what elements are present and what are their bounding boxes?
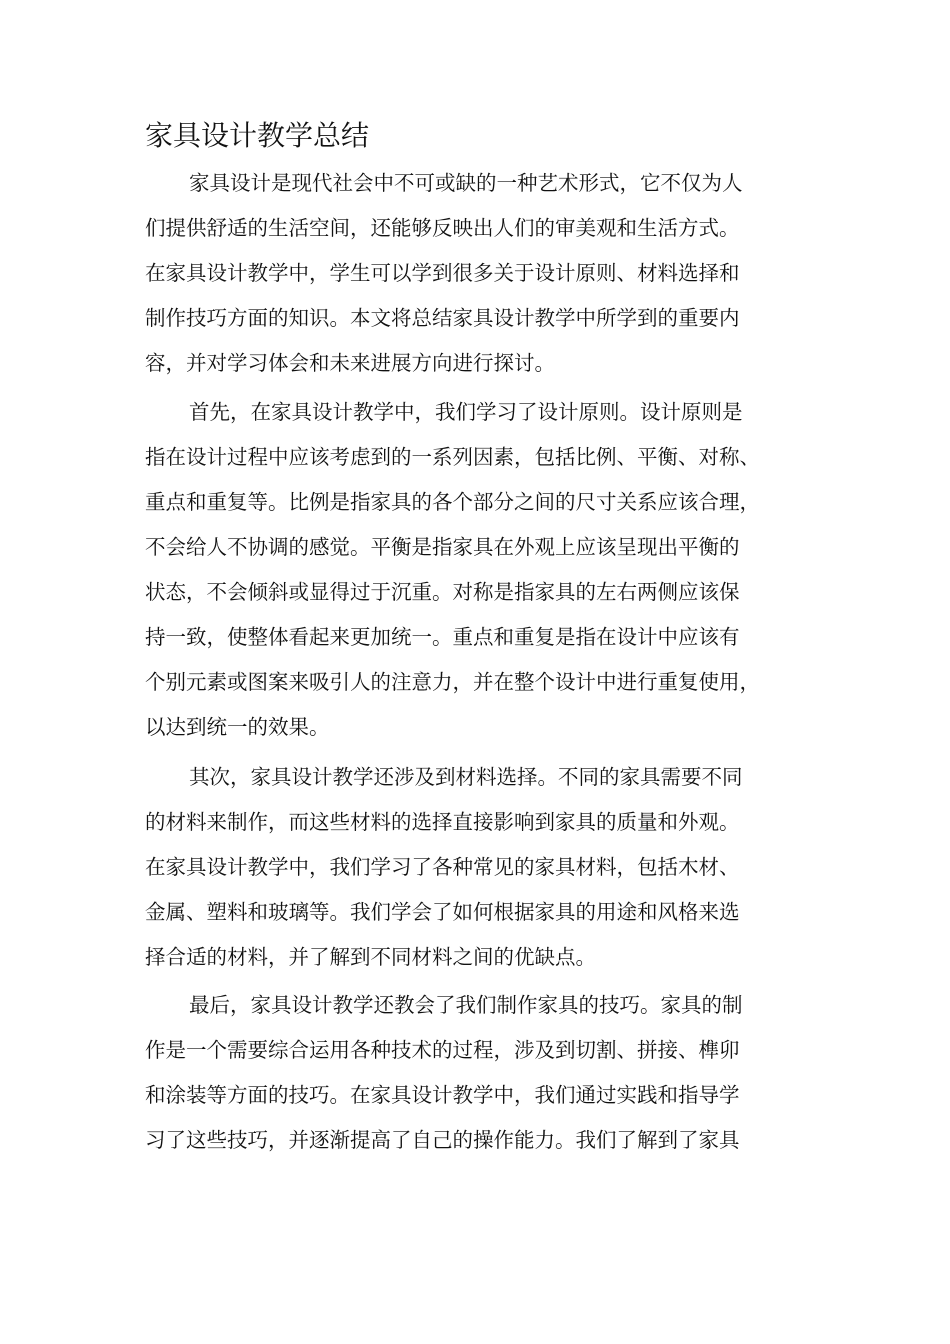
- paragraph-line: 状态，不会倾斜或显得过于沉重。对称是指家具的左右两侧应该保: [145, 580, 740, 604]
- paragraph-line: 作是一个需要综合运用各种技术的过程，涉及到切割、拼接、榫卯: [145, 1038, 740, 1062]
- paragraph-line: 们提供舒适的生活空间，还能够反映出人们的审美观和生活方式。: [145, 216, 740, 240]
- paragraph-line: 金属、塑料和玻璃等。我们学会了如何根据家具的用途和风格来选: [145, 900, 740, 924]
- paragraph-line: 制作技巧方面的知识。本文将总结家具设计教学中所学到的重要内: [145, 306, 740, 330]
- paragraph-line: 以达到统一的效果。: [145, 715, 330, 739]
- document-title: 家具设计教学总结: [145, 119, 370, 152]
- paragraph-line: 容，并对学习体会和未来进展方向进行探讨。: [145, 351, 555, 375]
- paragraph-line: 指在设计过程中应该考虑到的一系列因素，包括比例、平衡、对称、: [145, 445, 760, 469]
- paragraph-material-selection: [145, 755, 810, 980]
- paragraph-line: 持一致，使整体看起来更加统一。重点和重复是指在设计中应该有: [145, 625, 740, 649]
- paragraph-line: 在家具设计教学中，我们学习了各种常见的家具材料，包括木材、: [145, 855, 740, 879]
- paragraph-line: 重点和重复等。比例是指家具的各个部分之间的尺寸关系应该合理，: [145, 490, 760, 514]
- paragraph-line: 和涂装等方面的技巧。在家具设计教学中，我们通过实践和指导学: [145, 1083, 740, 1107]
- paragraph-line: 家具设计是现代社会中不可或缺的一种艺术形式，它不仅为人: [189, 171, 743, 195]
- paragraph-line: 首先，在家具设计教学中，我们学习了设计原则。设计原则是: [189, 400, 743, 424]
- paragraph-line: 在家具设计教学中，学生可以学到很多关于设计原则、材料选择和: [145, 261, 740, 285]
- paragraph-line: 不会给人不协调的感觉。平衡是指家具在外观上应该呈现出平衡的: [145, 535, 740, 559]
- paragraph-design-principles: [145, 390, 810, 750]
- paragraph-line: 其次，家具设计教学还涉及到材料选择。不同的家具需要不同: [189, 765, 743, 789]
- paragraph-line: 个别元素或图案来吸引人的注意力，并在整个设计中进行重复使用，: [145, 670, 760, 694]
- paragraph-making-techniques: [145, 983, 810, 1163]
- paragraph-line: 习了这些技巧，并逐渐提高了自己的操作能力。我们了解到了家具: [145, 1128, 740, 1152]
- paragraph-line: 最后，家具设计教学还教会了我们制作家具的技巧。家具的制: [189, 993, 743, 1017]
- paragraph-line: 择合适的材料，并了解到不同材料之间的优缺点。: [145, 945, 596, 969]
- paragraph-line: 的材料来制作，而这些材料的选择直接影响到家具的质量和外观。: [145, 810, 740, 834]
- paragraph-intro: [145, 161, 810, 386]
